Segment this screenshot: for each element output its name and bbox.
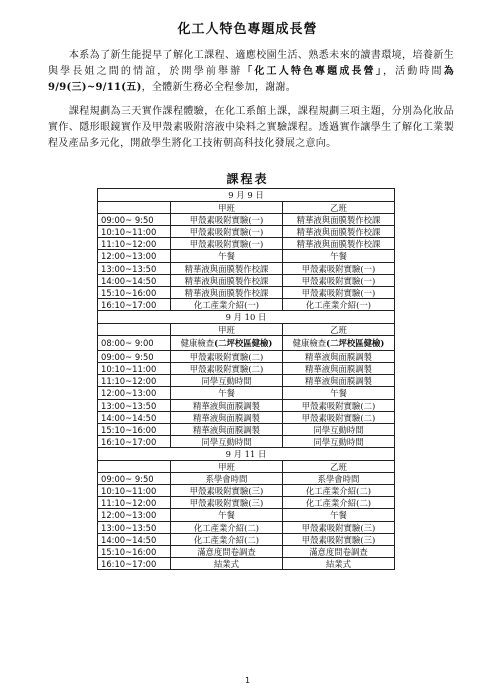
time-cell: 13:00~13:50	[98, 522, 171, 534]
schedule-row	[98, 238, 395, 250]
intro-text: 本系為了新生能提早了解化工課程、適應校園生活、熟悉未來的讀書環境，培養新生與學長姐之間的情誼，於開學前舉辦	[48, 50, 454, 77]
class-b-cell: 甲殼素吸附實驗(一)	[283, 287, 395, 299]
class-a-cell: 滿意度問卷調查	[171, 546, 283, 558]
time-cell: 10:10~11:00	[98, 485, 171, 497]
class-a-cell: 午餐	[171, 387, 283, 400]
activity-text: 健康檢查	[180, 338, 215, 348]
class-b-cell: 甲殼素吸附實驗(二)	[283, 412, 395, 424]
class-b-cell: 結業式	[283, 558, 395, 570]
class-a-cell: 精華液與面膜製作校課	[171, 275, 283, 287]
page-number: 1	[244, 676, 251, 685]
schedule-row	[98, 375, 395, 387]
class-b-header: 乙班	[283, 202, 395, 214]
class-b-cell: 甲殼素吸附實驗(一)	[283, 263, 395, 275]
time-cell: 15:10~16:00	[98, 287, 171, 299]
class-b-cell: 同學互動時間	[283, 436, 395, 448]
schedule-row	[98, 509, 395, 522]
class-a-cell: 精華液與面膜調製	[171, 412, 283, 424]
class-a-cell: 甲殼素吸附實驗(三)	[171, 497, 283, 509]
activity-location: (二坪校區健檢)	[214, 338, 273, 348]
day-date-cell: 9 月 11 日	[98, 448, 395, 461]
activity-text: 健康檢查	[292, 338, 327, 348]
time-cell: 10:10~11:00	[98, 226, 171, 238]
schedule-row	[98, 351, 395, 363]
document-title: 化工人特色專題成長營	[177, 22, 318, 37]
class-a-cell: 化工產業介紹(二)	[171, 534, 283, 546]
time-cell: 09:00~ 9:50	[98, 214, 171, 226]
time-cell: 13:00~13:50	[98, 263, 171, 275]
schedule-row	[98, 299, 395, 311]
class-a-header: 甲班	[171, 461, 283, 473]
class-a-cell: 甲殼素吸附實驗(一)	[171, 238, 283, 250]
class-b-cell: 化工產業介紹(一)	[283, 299, 395, 311]
class-a-cell: 系學會時間	[171, 473, 283, 485]
class-a-cell: 同學互動時間	[171, 436, 283, 448]
class-a-header: 甲班	[171, 324, 283, 336]
class-b-cell: 化工產業介紹(二)	[283, 497, 395, 509]
class-b-cell: 精華液與面膜製作校課	[283, 238, 395, 250]
schedule-row	[98, 522, 395, 534]
class-a-cell: 精華液與面膜調製	[171, 400, 283, 412]
day-date-cell: 9 月 10 日	[98, 311, 395, 324]
schedule-row	[98, 412, 395, 424]
class-b-cell: 甲殼素吸附實驗(二)	[283, 400, 395, 412]
class-a-cell: 結業式	[171, 558, 283, 570]
class-b-cell	[283, 336, 395, 351]
intro-paragraph-2: 課程規劃為三天實作課程體驗，在化工系館上課，課程規劃三項主題，分別為化妝品實作、隱形眼鏡實作及甲殼素吸附溶液中染料之實驗課程。透過實作讓學生了解化工業製程及產品多元化，開啟學生將化工技術朝高科技化發展之意向。	[48, 106, 454, 149]
time-cell: 14:00~14:50	[98, 412, 171, 424]
class-b-cell: 午餐	[283, 509, 395, 522]
class-a-cell: 甲殼素吸附實驗(一)	[171, 226, 283, 238]
time-cell: 12:00~13:00	[98, 250, 171, 263]
schedule-row	[98, 226, 395, 238]
schedule-row	[98, 497, 395, 509]
class-b-cell: 系學會時間	[283, 473, 395, 485]
time-cell: 08:00~ 9:00	[98, 336, 171, 351]
time-header-cell	[98, 461, 171, 473]
schedule-row	[98, 275, 395, 287]
class-a-cell: 精華液與面膜製作校課	[171, 263, 283, 275]
schedule-row	[98, 263, 395, 275]
time-cell: 15:10~16:00	[98, 546, 171, 558]
class-b-cell: 化工產業介紹(二)	[283, 485, 395, 497]
time-cell: 09:00~ 9:50	[98, 351, 171, 363]
time-cell: 14:00~14:50	[98, 275, 171, 287]
schedule-row	[98, 214, 395, 226]
class-header-row	[98, 324, 395, 336]
class-b-cell: 精華液與面膜調製	[283, 363, 395, 375]
schedule-row	[98, 558, 395, 570]
intro-text: ，全體新生務必全程參加，謝謝。	[141, 82, 297, 93]
class-a-cell: 同學互動時間	[171, 375, 283, 387]
class-a-cell: 甲殼素吸附實驗(一)	[171, 214, 283, 226]
time-header-cell	[98, 202, 171, 214]
schedule-row	[98, 250, 395, 263]
schedule-table	[97, 188, 395, 570]
class-a-cell: 化工產業介紹(一)	[171, 299, 283, 311]
time-cell: 11:10~12:00	[98, 238, 171, 250]
class-a-cell: 化工產業介紹(二)	[171, 522, 283, 534]
class-b-cell: 滿意度問卷調查	[283, 546, 395, 558]
class-b-cell: 精華液與面膜製作校課	[283, 226, 395, 238]
intro-event-dates: 為 9/9(三)~9/11(五)	[48, 66, 454, 93]
time-cell: 10:10~11:00	[98, 363, 171, 375]
class-a-cell: 甲殼素吸附實驗(二)	[171, 363, 283, 375]
class-a-cell: 精華液與面膜製作校課	[171, 287, 283, 299]
class-a-cell: 午餐	[171, 250, 283, 263]
class-a-cell: 午餐	[171, 509, 283, 522]
time-cell: 14:00~14:50	[98, 534, 171, 546]
schedule-row	[98, 424, 395, 436]
day-date-row	[98, 311, 395, 324]
class-a-cell: 甲殼素吸附實驗(三)	[171, 485, 283, 497]
time-header-cell	[98, 324, 171, 336]
intro-event-name: 「化工人特色專題成長營」	[242, 66, 383, 77]
class-a-cell: 精華液與面膜調製	[171, 424, 283, 436]
schedule-row	[98, 485, 395, 497]
class-b-cell: 甲殼素吸附實驗(一)	[283, 275, 395, 287]
schedule-row	[98, 436, 395, 448]
time-cell: 16:10~17:00	[98, 436, 171, 448]
class-b-cell: 午餐	[283, 250, 395, 263]
class-b-header: 乙班	[283, 324, 395, 336]
time-cell: 16:10~17:00	[98, 558, 171, 570]
class-b-header: 乙班	[283, 461, 395, 473]
schedule-row	[98, 546, 395, 558]
class-b-cell: 同學互動時間	[283, 424, 395, 436]
day-date-cell: 9 月 9 日	[98, 189, 395, 202]
schedule-row	[98, 363, 395, 375]
time-cell: 11:10~12:00	[98, 497, 171, 509]
class-b-cell: 甲殼素吸附實驗(三)	[283, 522, 395, 534]
time-cell: 16:10~17:00	[98, 299, 171, 311]
schedule-row	[98, 387, 395, 400]
time-cell: 12:00~13:00	[98, 509, 171, 522]
class-b-cell: 精華液與面膜調製	[283, 351, 395, 363]
schedule-title: 課程表	[226, 172, 269, 186]
time-cell: 11:10~12:00	[98, 375, 171, 387]
class-header-row	[98, 461, 395, 473]
schedule-row	[98, 473, 395, 485]
class-header-row	[98, 202, 395, 214]
schedule-row	[98, 400, 395, 412]
class-a-cell: 甲殼素吸附實驗(二)	[171, 351, 283, 363]
class-b-cell: 精華液與面膜製作校課	[283, 214, 395, 226]
day-date-row	[98, 189, 395, 202]
schedule-row	[98, 287, 395, 299]
activity-location: (二坪校區健檢)	[326, 338, 385, 348]
time-cell: 12:00~13:00	[98, 387, 171, 400]
intro-text: ，活動時間	[382, 66, 444, 77]
class-a-cell	[171, 336, 283, 351]
class-b-cell: 精華液與面膜調製	[283, 375, 395, 387]
day-date-row	[98, 448, 395, 461]
intro-paragraph-1	[48, 48, 454, 96]
class-b-cell: 甲殼素吸附實驗(三)	[283, 534, 395, 546]
time-cell: 09:00~ 9:50	[98, 473, 171, 485]
class-b-cell: 午餐	[283, 387, 395, 400]
schedule-row	[98, 534, 395, 546]
time-cell: 13:00~13:50	[98, 400, 171, 412]
class-a-header: 甲班	[171, 202, 283, 214]
time-cell: 15:10~16:00	[98, 424, 171, 436]
schedule-row	[98, 336, 395, 351]
